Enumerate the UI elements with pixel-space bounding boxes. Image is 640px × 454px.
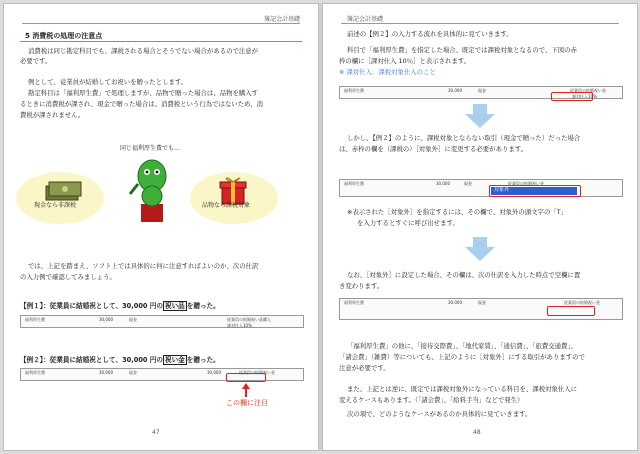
paragraph-2-line-1: 例として、従業員が結婚してお祝いを贈ったとします。 — [28, 78, 188, 86]
r-paragraph-1-line-3: 枠の欄に［課対仕入 10％］と表示されます。 — [339, 57, 471, 65]
page-number: 47 — [152, 429, 160, 436]
mascot-illustration — [128, 154, 174, 224]
r-paragraph-1-line-2: 科目で「福利厚生費」を指定した場合、既定では課税対象となるので、下図の赤 — [347, 46, 577, 54]
flow-arrow-2 — [465, 237, 495, 261]
paragraph-2-line-2: 勘定科目は「福利厚生費」で処理しますが、品物で贈った場合は、品物を購入す — [28, 89, 259, 97]
r-paragraph-5-line-3: 注意が必要です。 — [339, 364, 390, 372]
paragraph-2-line-3: るときに消費税が課され、現金で贈った場合は、消費税という行為ではないため、消 — [20, 100, 263, 108]
page-header: 簿記会計基礎 — [347, 16, 384, 23]
header-rule — [22, 23, 300, 24]
tax-dropdown-option[interactable]: 対象外 — [494, 187, 510, 193]
paragraph-3-line-1: では、上記を踏まえ、ソフト上では具体的に何に注意すればよいのか、次の仕訳 — [28, 262, 259, 270]
cash-bubble-label: 現金なら非課税 — [34, 202, 77, 209]
paragraph-1-line-2: 必要です。 — [20, 57, 52, 65]
journal-entry-row-5: 福利厚生費 30,000 現金 従業員の結婚祝い金 — [339, 298, 623, 320]
annotation-label: この欄に注目 — [226, 399, 268, 407]
page-number: 48 — [473, 429, 481, 436]
flow-arrow-1 — [465, 104, 495, 128]
left-page — [3, 3, 319, 451]
r-paragraph-2-line-2: は、赤枠の欄を（課税の）［対象外］に変更する必要があります。 — [339, 145, 528, 153]
blank-field-highlight — [547, 306, 595, 316]
r-paragraph-5-line-1: 「福利厚生費」の他に、「接待交際費」、「地代家賃」、「通信費」、「旅費交通費」、 — [347, 342, 578, 350]
illustration-caption: 同じ福利厚生費でも… — [120, 145, 181, 152]
r-paragraph-4-line-1: なお、［対象外］に設定した場合、その欄は、次の仕訳を入力した時点で空欄に置 — [347, 271, 581, 279]
example-1: 【例１】：従業員に結婚祝として、30,000 円の 祝い品 を贈った。 — [20, 302, 220, 310]
r-paragraph-2-line-1: しかし、【例２】のように、課税対象とならない取引（現金で贈った）だった場合 — [347, 134, 581, 142]
journal-entry-row-2: 福利厚生費 30,000 現金 30,000 従業員の結婚祝い金 — [20, 368, 304, 381]
r-paragraph-5-line-2: 「諸会費」（雑費）等についても、上記のように［対象外］にする取引がありますので — [339, 353, 585, 361]
section-title: 5 消費税の処理の注意点 — [20, 31, 302, 42]
r-paragraph-6-line-2: 変えるケースもあります。（「諸会費」、「給料手当」などで発生） — [339, 396, 524, 404]
attention-highlight — [226, 373, 266, 382]
gift-bubble-label: 品物なら課税対象 — [202, 202, 251, 209]
tax-note: ※ 課対仕入：課税対象仕入のこと — [339, 68, 436, 76]
paragraph-2-line-4: 費税が課されません。 — [20, 111, 85, 119]
paragraph-1-line-1: 消費税は同じ勘定科目でも、課税される場合とそうでない場合があるので注意が — [28, 47, 259, 55]
page-header: 簿記会計基礎 — [263, 16, 300, 23]
r-paragraph-4-line-2: き変わります。 — [339, 282, 384, 290]
header-rule — [341, 23, 619, 24]
right-page — [322, 3, 638, 451]
r-paragraph-6-line-1: また、上記とは逆に、既定では課税対象外になっている科目を、課税対象仕入に — [347, 385, 578, 393]
example-2: 【例２】：従業員に結婚祝として、30,000 円の 祝い金 を贈った。 — [20, 356, 220, 364]
tax-field-highlight — [551, 92, 593, 101]
journal-entry-row-4: 福利厚生費 30,000 現金 従業員の結婚祝い金 — [339, 179, 623, 197]
r-paragraph-7: 次の項で、どのようなケースがあるのか具体的に見ていきます。 — [347, 410, 532, 418]
up-arrow-icon — [241, 382, 251, 398]
paragraph-3-line-2: の入力例で確認してみましょう。 — [20, 273, 116, 281]
journal-entry-row-1: 福利厚生費 30,000 現金 従業員の結婚祝い品購入 課対仕入10% — [20, 315, 304, 328]
dropdown-highlight — [489, 185, 581, 197]
r-paragraph-3-line-1: ※表示された［対象外］を指定するには、その欄で、対象外の頭文字の「T」 — [347, 208, 568, 216]
r-paragraph-3-line-2: を入力するとすぐに呼び出せます。 — [357, 219, 459, 227]
journal-entry-row-3: 福利厚生費 30,000 現金 従業員の結婚祝い金 課対仕入10% — [339, 86, 623, 99]
r-paragraph-1-line-1: 前述の【例２】の入力する流れを具体的に見ていきます。 — [347, 30, 513, 38]
